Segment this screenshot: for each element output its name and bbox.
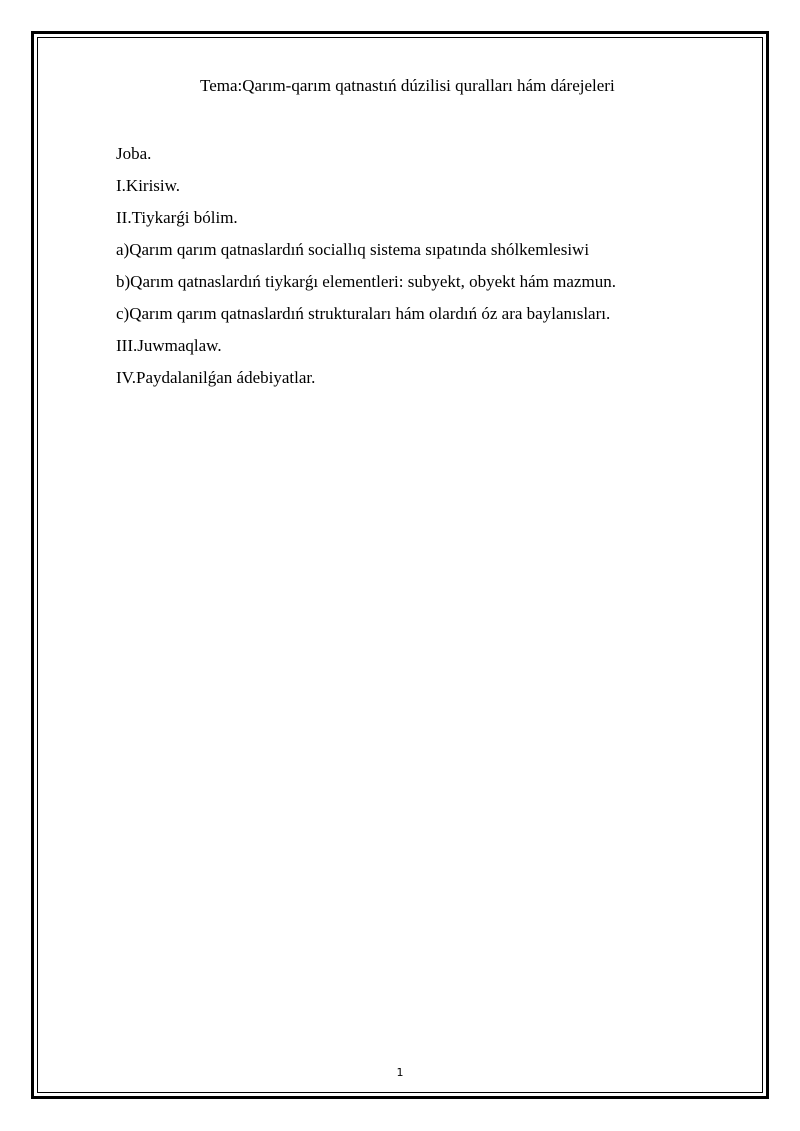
plan-item-main-part: II.Tiykarǵi bólim. — [116, 208, 238, 227]
plan-item-b: b)Qarım qatnaslardıń tiykarǵı elementleri: subyekt, obyekt hám mazmun. — [116, 272, 616, 291]
document-title: Tema:Qarım-qarım qatnastıń dúzilisi quralları hám dárejeleri — [200, 76, 615, 95]
plan-list — [116, 143, 616, 399]
plan-item-a: a)Qarım qarım qatnaslardıń sociallıq sistema sıpatında shólkemlesiwi — [116, 240, 590, 259]
plan-item-conclusion: III.Juwmaqlaw. — [116, 336, 222, 355]
plan-item-c: c)Qarım qarım qatnaslardıń strukturaları hám olardıń óz ara baylanısları. — [116, 304, 611, 323]
page-number: 1 — [396, 1066, 404, 1079]
plan-heading: Joba. — [116, 144, 152, 163]
plan-item-introduction: I.Kirisiw. — [116, 176, 181, 195]
plan-item-references: IV.Paydalanilǵan ádebiyatlar. — [116, 368, 316, 387]
